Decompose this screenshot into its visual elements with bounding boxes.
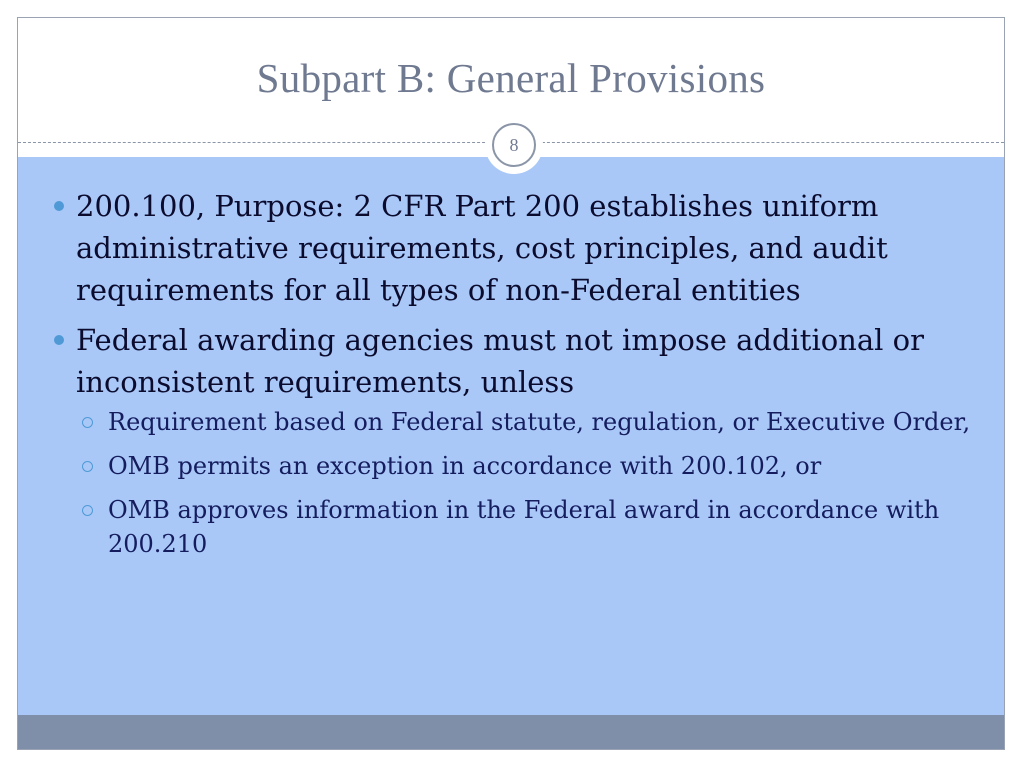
sub-bullet-item bbox=[76, 405, 972, 439]
footer-bar bbox=[18, 715, 1004, 750]
sub-bullet-text: OMB approves information in the Federal award in accordance with 200.210 bbox=[108, 496, 940, 558]
page-number: 8 bbox=[492, 123, 536, 167]
sub-bullet-list bbox=[76, 405, 972, 561]
bullet-item bbox=[52, 185, 972, 311]
filled-circle-bullet-icon bbox=[54, 201, 64, 211]
slide-title: Subpart B: General Provisions bbox=[256, 55, 766, 101]
sub-bullet-text: OMB permits an exception in accordance with 200.102, or bbox=[108, 452, 822, 480]
hollow-circle-bullet-icon bbox=[82, 505, 93, 516]
page-number-badge bbox=[485, 116, 543, 174]
bullet-text: 200.100, Purpose: 2 CFR Part 200 establishes uniform administrative requirements, cost principles, and audit requirements for all types of non-Federal entities bbox=[76, 189, 888, 307]
content-panel bbox=[18, 157, 1004, 715]
bullet-list bbox=[52, 185, 972, 571]
sub-bullet-text: Requirement based on Federal statute, regulation, or Executive Order, bbox=[108, 408, 971, 436]
bullet-item bbox=[52, 319, 972, 561]
sub-bullet-item bbox=[76, 449, 972, 483]
filled-circle-bullet-icon bbox=[54, 335, 64, 345]
slide bbox=[17, 17, 1005, 750]
bullet-text: Federal awarding agencies must not impose additional or inconsistent requirements, unless bbox=[76, 323, 924, 399]
hollow-circle-bullet-icon bbox=[82, 417, 93, 428]
sub-bullet-item bbox=[76, 493, 972, 561]
hollow-circle-bullet-icon bbox=[82, 461, 93, 472]
